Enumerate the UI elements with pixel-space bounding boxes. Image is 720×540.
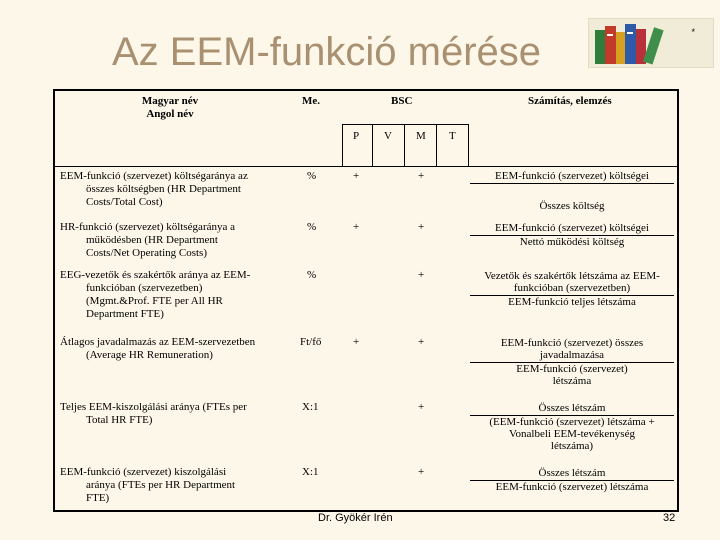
bsc-subheader-divider — [342, 124, 468, 125]
calc-denominator: EEM-funkció (szervezet) létszáma — [516, 363, 628, 387]
row-bsc-m: + — [418, 221, 425, 233]
row-name: Teljes EEM-kiszolgálási aránya (FTEs per Total HR FTE) — [60, 401, 247, 426]
row-name: EEG-vezetők és szakértők aránya az EEM- funkcióban (szervezetben) (Mgmt.&Prof. FTE per All HR Department FTE) — [60, 269, 251, 320]
row-calculation — [470, 467, 674, 493]
books-decoration — [588, 18, 714, 68]
books-icon — [593, 20, 673, 66]
row-bsc-m: + — [418, 170, 425, 182]
table-border-right — [677, 89, 679, 512]
header-bsc-t: T — [449, 130, 456, 142]
row-calculation — [470, 402, 674, 452]
bsc-col-line-5 — [468, 124, 469, 166]
row-calculation — [470, 337, 674, 387]
row-bsc-p: + — [353, 221, 360, 233]
row-name: EEM-funkció (szervezet) költségaránya az összes költségben (HR Department Costs/Total Cost) — [60, 170, 248, 208]
calc-denominator: EEM-funkció teljes létszáma — [508, 296, 636, 308]
row-unit: Ft/fő — [300, 336, 322, 348]
row-bsc-m: + — [418, 336, 425, 348]
row-bsc-p: + — [353, 170, 360, 182]
header-unit: Me. — [302, 95, 321, 107]
calc-numerator: Összes létszám — [470, 467, 674, 481]
page-title: Az EEM-funkció mérése — [112, 30, 542, 74]
bsc-col-line-2 — [372, 124, 373, 166]
header-bsc-p: P — [353, 130, 360, 142]
header-bsc-m: M — [416, 130, 426, 142]
calc-numerator: Összes létszám — [470, 402, 674, 416]
author-footer: Dr. Gyökér Irén — [318, 512, 393, 524]
row-bsc-m: + — [418, 466, 425, 478]
row-name: Átlagos javadalmazás az EEM-szervezetben (Average HR Remuneration) — [60, 336, 256, 361]
calc-denominator: (EEM-funkció (szervezet) létszáma + Vonalbeli EEM-tevékenység létszáma) — [489, 416, 655, 452]
row-unit: X:1 — [302, 401, 319, 413]
bsc-col-line-3 — [404, 124, 405, 166]
calc-numerator: Vezetők és szakértők létszáma az EEM- funkcióban (szervezetben) — [470, 270, 674, 296]
row-unit: % — [307, 170, 317, 182]
row-bsc-m: + — [418, 269, 425, 281]
calc-denominator: Nettó működési költség — [519, 236, 625, 248]
row-calculation — [470, 222, 674, 248]
row-unit: % — [307, 221, 317, 233]
header-bsc: BSC — [391, 95, 413, 107]
corner-mark: * — [691, 27, 695, 37]
bsc-col-line-1 — [342, 124, 343, 166]
row-calculation — [470, 170, 674, 212]
row-unit: X:1 — [302, 466, 319, 478]
calc-numerator: EEM-funkció (szervezet) összes javadalmazása — [470, 337, 674, 363]
row-name: HR-funkció (szervezet) költségaránya a működésben (HR Department Costs/Net Operating Costs) — [60, 221, 236, 259]
row-bsc-m: + — [418, 401, 425, 413]
calc-numerator: EEM-funkció (szervezet) költségei — [470, 170, 674, 184]
table-border-left — [53, 89, 55, 512]
row-name: EEM-funkció (szervezet) kiszolgálási aránya (FTEs per HR Department FTE) — [60, 466, 236, 504]
table-border-top — [53, 89, 679, 91]
page-number: 32 — [663, 512, 676, 524]
row-calculation — [470, 270, 674, 308]
header-name: Magyar név Angol név — [141, 95, 199, 120]
calc-numerator: EEM-funkció (szervezet) költségei — [470, 222, 674, 236]
calc-denominator: EEM-funkció (szervezet) létszáma — [495, 481, 649, 493]
calc-denominator: Összes költség — [539, 200, 605, 212]
row-unit: % — [307, 269, 317, 281]
row-bsc-p: + — [353, 336, 360, 348]
bsc-col-line-4 — [436, 124, 437, 166]
header-calculation: Számítás, elemzés — [528, 95, 612, 107]
header-divider — [53, 166, 679, 167]
header-bsc-v: V — [384, 130, 392, 142]
